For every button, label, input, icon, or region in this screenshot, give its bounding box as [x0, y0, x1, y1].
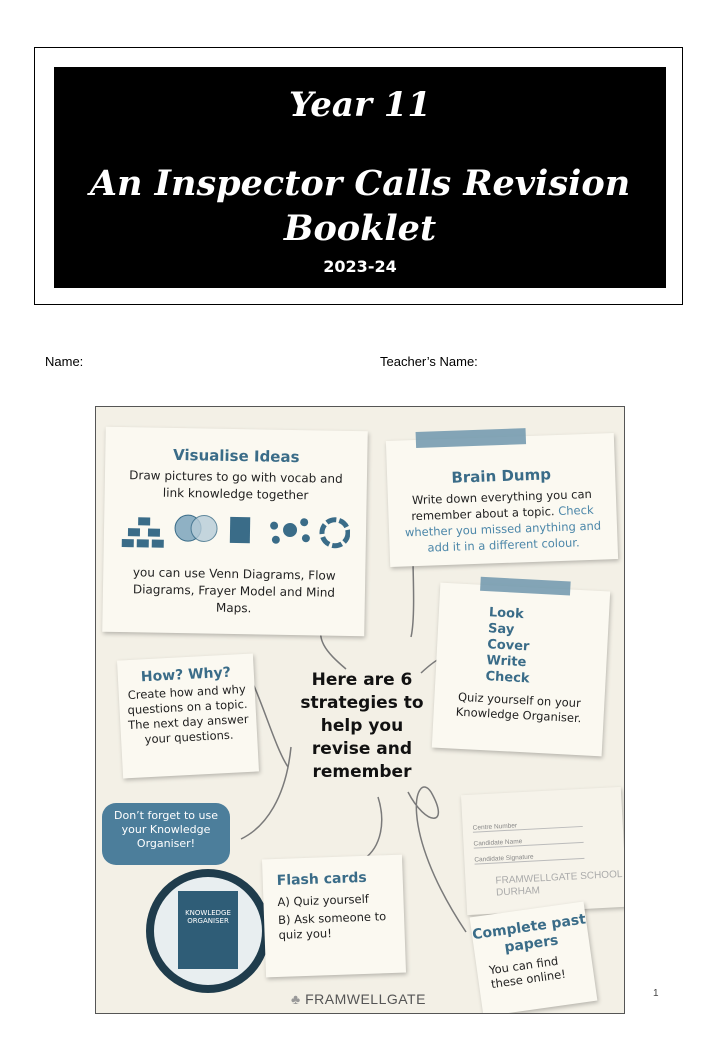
center-title: Here are 6 strategies to help you revise and remember: [300, 670, 424, 782]
reminder-bubble: [102, 803, 230, 865]
visualise-ideas-footer: you can use Venn Diagrams, Flow Diagrams, Frayer Model and Mind Maps.: [132, 565, 336, 616]
step-write: Write: [486, 653, 527, 671]
footer-logo-text: FRAMWELLGATE: [305, 991, 426, 1007]
footer-logo: [291, 991, 426, 1007]
visualise-ideas-heading: Visualise Ideas: [172, 445, 300, 467]
diagram-icons: [120, 509, 351, 558]
booklet-title: An Inspector Calls Revision: [89, 163, 631, 204]
centre-number-field: Centre Number: [473, 819, 583, 833]
brain-dump-heading: Brain Dump: [451, 465, 552, 487]
knowledge-organiser-label: KNOWLEDGE ORGANISER: [185, 909, 231, 925]
exam-paper-form: [461, 787, 625, 915]
steps-list: [485, 605, 609, 691]
school-year: 2023-24: [323, 257, 397, 276]
magnifier-icon: [146, 869, 270, 993]
reminder-text: Don’t forget to use your Knowledge Organiser!: [114, 809, 218, 850]
flash-cards-card: [262, 855, 406, 978]
flash-cards-heading: Flash cards: [276, 869, 367, 889]
step-say: Say: [487, 621, 515, 638]
page-number: 1: [653, 988, 659, 999]
how-why-heading: How? Why?: [140, 664, 232, 686]
flash-cards-b: B) Ask someone to quiz you!: [277, 909, 387, 942]
title-block: [54, 67, 666, 288]
step-cover: Cover: [486, 637, 530, 655]
brain-dump-highlight: Check whether you missed anything and add it in a different colour.: [404, 502, 602, 555]
step-check: Check: [485, 669, 530, 687]
name-label: Name:: [45, 354, 84, 369]
booklet-subtitle: Booklet: [283, 208, 437, 249]
tape: [416, 428, 526, 448]
past-papers-card: [470, 901, 598, 1014]
visualise-ideas-body: Draw pictures to go with vocab and link knowledge together: [129, 468, 343, 503]
past-papers-body: You can find these online!: [488, 953, 567, 992]
brain-dump-text: Write down everything you can remember about a topic.: [411, 486, 593, 524]
step-look: Look: [488, 605, 525, 623]
look-say-body: Quiz yourself on your Knowledge Organiser.: [455, 689, 582, 726]
candidate-name-field: Candidate Name: [473, 835, 583, 849]
look-say-cover-card: [432, 583, 610, 757]
knowledge-organiser-book: [178, 891, 238, 969]
brain-dump-card: [386, 433, 618, 567]
year-title: Year 11: [288, 85, 432, 125]
school-logo-text: FRAMWELLGATE SCHOOL DURHAM: [495, 868, 623, 899]
brain-dump-body: [398, 485, 608, 556]
tree-icon: ♣: [291, 991, 306, 1007]
how-why-body: Create how and why questions on a topic. The next day answer your questions.: [127, 681, 249, 747]
teacher-name-label: Teacher’s Name:: [380, 354, 478, 369]
visualise-ideas-card: [102, 427, 368, 637]
flash-cards-a: A) Quiz yourself: [277, 891, 370, 909]
candidate-signature-field: Candidate Signature: [474, 851, 584, 865]
how-why-card: [117, 654, 259, 779]
past-papers-heading: Complete past papers: [471, 911, 587, 956]
revision-strategies-poster: [95, 406, 625, 1014]
